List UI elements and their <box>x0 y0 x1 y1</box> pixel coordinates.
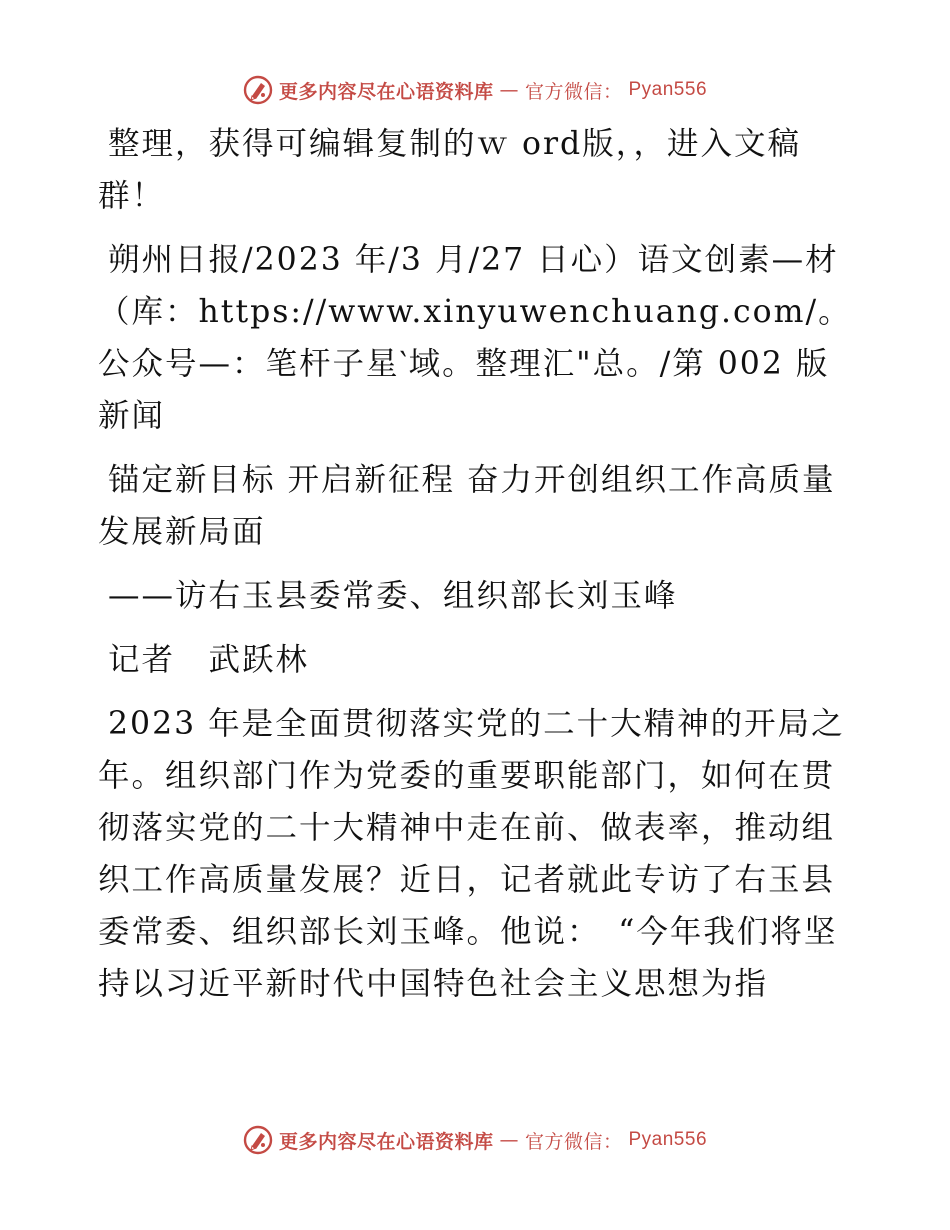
article-title: 锚定新目标 开启新征程 奋力开创组织工作高质量发展新局面 <box>98 462 836 550</box>
pen-logo-icon <box>243 75 273 105</box>
paragraph-source: 朔州日报/2023 年/3 月/27 日心）语文创素—材（库：https://www.xinyuwenchuang.com/。公众号—：笔杆子星‵域。整理汇"总。/第 002 版新闻 <box>98 242 852 434</box>
watermark-separator: — <box>499 1129 519 1151</box>
article-subtitle: ——访右玉县委常委、组织部长刘玉峰 <box>108 578 678 614</box>
watermark-main-text: 更多内容尽在心语资料库 <box>278 80 494 103</box>
watermark-separator: — <box>499 79 519 101</box>
watermark-tail-text: 官方微信： <box>524 1130 623 1153</box>
watermark-main-text: 更多内容尽在心语资料库 <box>278 1130 494 1153</box>
watermark-account: Pyan556 <box>628 79 708 100</box>
header-watermark <box>0 70 950 110</box>
pen-logo-icon <box>243 1125 273 1155</box>
paragraph-body: 2023 年是全面贯彻落实党的二十大精神的开局之年。组织部门作为党委的重要职能部门，如何在贯彻落实党的二十大精神中走在前、做表率，推动组织工作高质量发展？近日，记者就此专访了右玉县委常委、组织部长刘玉峰。他说： “今年我们将坚持以习近平新时代中国特色社会主义思想为指 <box>98 706 845 1002</box>
paragraph-intro: 整理，获得可编辑复制的ｗ ord版，，进入文稿群！ <box>98 126 801 214</box>
footer-watermark <box>0 1120 950 1160</box>
article-byline: 记者 武跃林 <box>108 642 310 678</box>
watermark-account: Pyan556 <box>628 1129 708 1150</box>
document-body <box>98 118 858 1010</box>
watermark-tail-text: 官方微信： <box>524 80 623 103</box>
